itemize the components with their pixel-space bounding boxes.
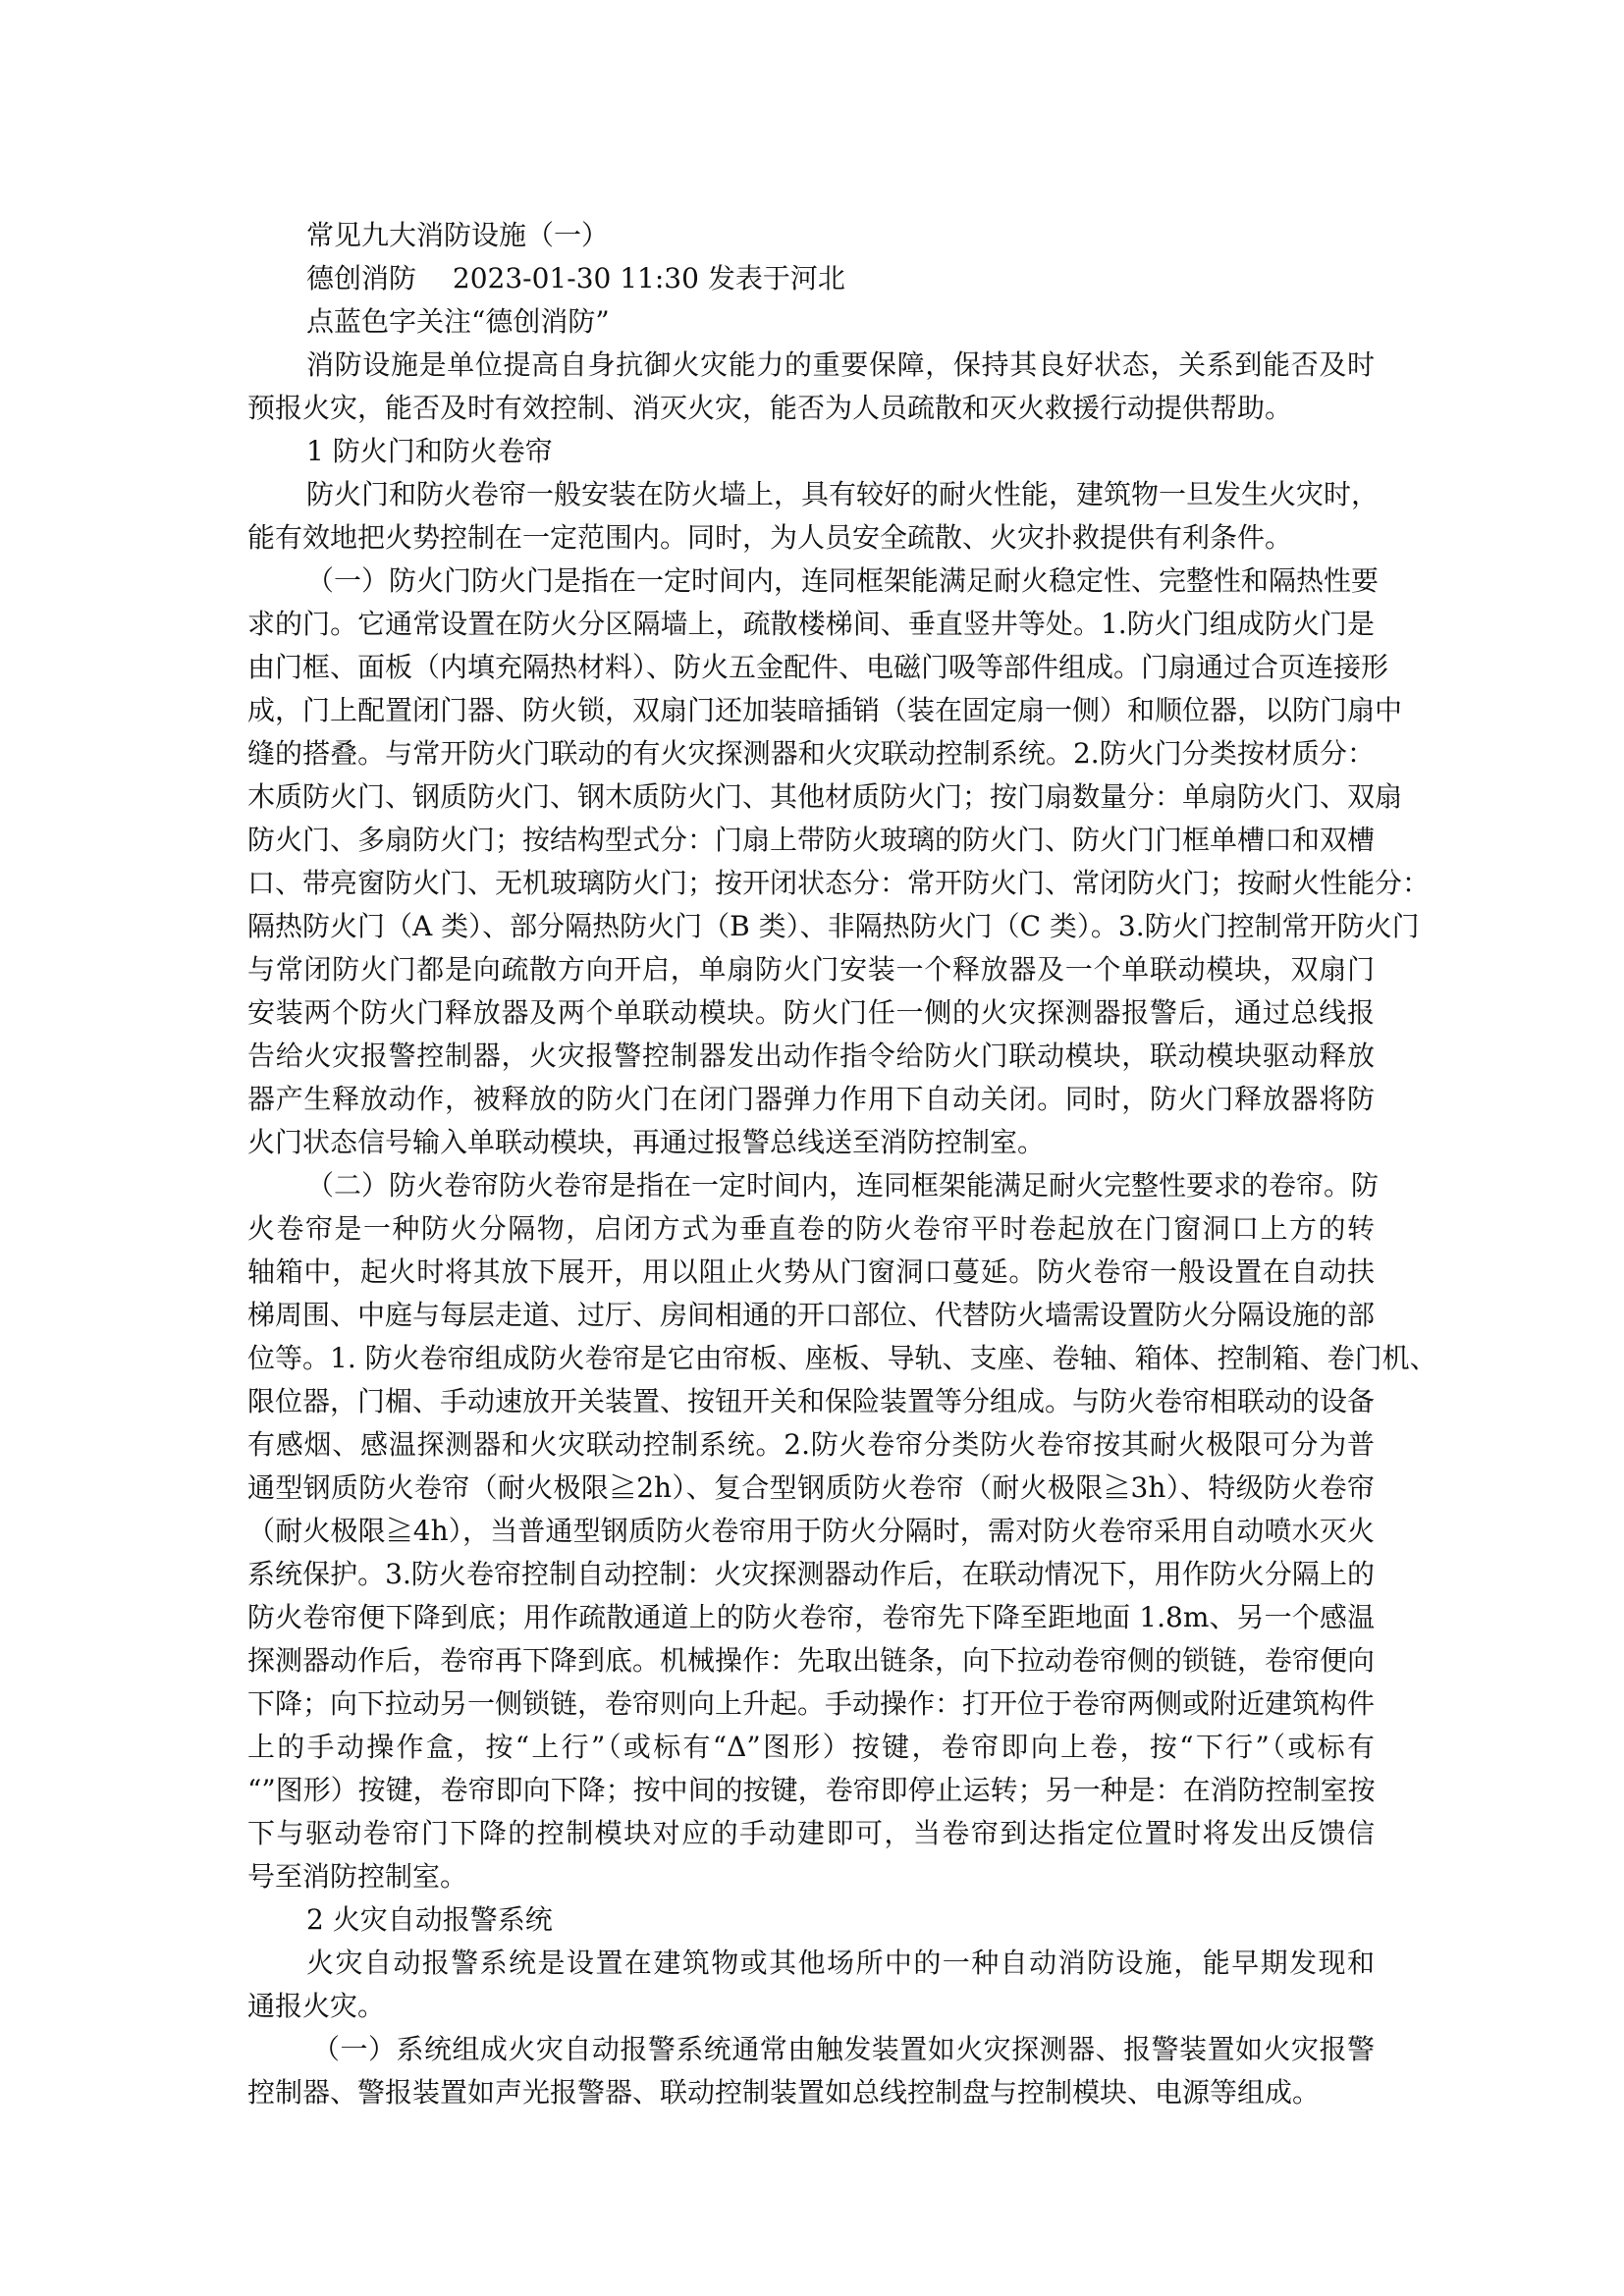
text-line: 防火卷帘便下降到底；用作疏散通道上的防火卷帘，卷帘先下降至距地面 1.8m、另一个感温 [247,1601,1375,1633]
text-line: 系统保护。3.防火卷帘控制自动控制：火灾探测器动作后，在联动情况下，用作防火分隔上的 [247,1558,1375,1590]
text-line: 火门状态信号输入单联动模块，再通过报警总线送至消防控制室。 [247,1126,1046,1158]
paragraph [247,560,1431,1164]
text-line: 常见九大消防设施（一） [306,219,610,251]
text-line: 能有效地把火势控制在一定范围内。同时，为人员安全疏散、火灾扑救提供有利条件。 [247,521,1293,554]
paragraph [247,344,1375,430]
text-line: 缝的搭叠。与常开防火门联动的有火灾探测器和火灾联动控制系统。2.防火门分类按材质分： [247,737,1375,770]
paragraph [247,1942,1375,2028]
document-body [247,214,1437,2114]
text-line: 木质防火门、钢质防火门、钢木质防火门、其他材质防火门；按门扇数量分：单扇防火门、双扇 [247,780,1403,813]
text-line: 控制器、警报装置如声光报警器、联动控制装置如总线控制盘与控制模块、电源等组成。 [247,2076,1321,2109]
section-heading [247,430,1375,473]
article-meta [247,257,1375,300]
text-line: 与常闭防火门都是向疏散方向开启，单扇防火门安装一个释放器及一个单联动模块，双扇门 [247,953,1375,986]
text-line: 下与驱动卷帘门下降的控制模块对应的手动建即可，当卷帘到达指定位置时将发出反馈信 [247,1817,1375,1849]
text-line: 通报火灾。 [247,1990,386,2022]
text-line: 号至消防控制室。 [247,1860,468,1893]
text-line: 由门框、面板（内填充隔热材料）、防火五金配件、电磁门吸等部件组成。门扇通过合页连接形 [247,651,1389,683]
text-line: 器产生释放动作，被释放的防火门在闭门器弹力作用下自动关闭。同时，防火门释放器将防 [247,1083,1375,1115]
text-line: 1 防火门和防火卷帘 [306,435,553,467]
text-line: 火灾自动报警系统是设置在建筑物或其他场所中的一种自动消防设施，能早期发现和 [306,1947,1375,1979]
text-line: 安装两个防火门释放器及两个单联动模块。防火门任一侧的火灾探测器报警后，通过总线报 [247,996,1375,1029]
text-line: 火卷帘是一种防火分隔物，启闭方式为垂直卷的防火卷帘平时卷起放在门窗洞口上方的转 [247,1212,1375,1245]
paragraph [247,2028,1375,2114]
text-line: 有感烟、感温探测器和火灾联动控制系统。2.防火卷帘分类防火卷帘按其耐火极限可分为普 [247,1428,1375,1461]
text-line: 点蓝色字关注“德创消防” [306,305,610,338]
text-line: 轴箱中，起火时将其放下展开，用以阻止火势从门窗洞口蔓延。防火卷帘一般设置在自动扶 [247,1255,1375,1288]
section-heading [247,1898,1375,1942]
text-line: 位等。1. 防火卷帘组成防火卷帘是它由帘板、座板、导轨、支座、卷轴、箱体、控制箱、卷门机、 [247,1342,1437,1374]
paragraph [247,1164,1437,1898]
text-line: 隔热防火门（A 类）、部分隔热防火门（B 类）、非隔热防火门（C 类）。3.防火门控制常开防火门 [247,910,1420,942]
text-line: （二）防火卷帘防火卷帘是指在一定时间内，连同框架能满足耐火完整性要求的卷帘。防 [306,1169,1380,1201]
text-line: 防火门、多扇防火门；按结构型式分：门扇上带防火玻璃的防火门、防火门门框单槽口和双槽 [247,824,1376,856]
text-line: 上的手动操作盒，按“上行”（或标有“Δ”图形）按键，卷帘即向上卷，按“下行”（或标有 [247,1731,1375,1763]
text-line: 限位器，门楣、手动速放开关装置、按钮开关和保险装置等分组成。与防火卷帘相联动的设备 [247,1385,1376,1417]
text-line: 成，门上配置闭门器、防火锁，双扇门还加装暗插销（装在固定扇一侧）和顺位器，以防门扇中 [247,694,1403,726]
text-line: 口、带亮窗防火门、无机玻璃防火门；按开闭状态分：常开防火门、常闭防火门；按耐火性能分： [247,867,1431,899]
text-line: 求的门。它通常设置在防火分区隔墙上，疏散楼梯间、垂直竖井等处。1.防火门组成防火门是 [247,608,1375,640]
text-line: 通型钢质防火卷帘（耐火极限≧2h）、复合型钢质防火卷帘（耐火极限≧3h）、特级防火卷帘 [247,1471,1375,1504]
text-line: “”图形）按键，卷帘即向下降；按中间的按键，卷帘即停止运转；另一种是：在消防控制室按 [247,1774,1376,1806]
text-line: 消防设施是单位提高自身抗御火灾能力的重要保障，保持其良好状态，关系到能否及时 [306,348,1375,381]
text-line: 防火门和防火卷帘一般安装在防火墙上，具有较好的耐火性能，建筑物一旦发生火灾时， [306,478,1380,510]
article-title [247,214,1375,257]
text-line: 告给火灾报警控制器，火灾报警控制器发出动作指令给防火门联动模块，联动模块驱动释放 [247,1040,1375,1072]
text-line: 2 火灾自动报警系统 [306,1903,553,1936]
text-line: （一）系统组成火灾自动报警系统通常由触发装置如火灾探测器、报警装置如火灾报警 [312,2033,1375,2065]
text-line: （一）防火门防火门是指在一定时间内，连同框架能满足耐火稳定性、完整性和隔热性要 [306,564,1380,597]
text-line: 探测器动作后，卷帘再下降到底。机械操作：先取出链条，向下拉动卷帘侧的锁链，卷帘便向 [247,1644,1376,1677]
text-line: 下降；向下拉动另一侧锁链，卷帘则向上升起。手动操作：打开位于卷帘两侧或附近建筑构件 [247,1687,1376,1720]
text-line: 德创消防 2023-01-30 11:30 发表于河北 [306,262,845,294]
text-line: （耐火极限≧4h），当普通型钢质防火卷帘用于防火分隔时，需对防火卷帘采用自动喷水灭火 [247,1515,1375,1547]
paragraph [247,473,1380,560]
text-line: 预报火灾，能否及时有效控制、消灭火灾，能否为人员疏散和灭火救援行动提供帮助。 [247,392,1293,424]
follow-prompt [247,300,1375,344]
text-line: 梯周围、中庭与每层走道、过厅、房间相通的开口部位、代替防火墙需设置防火分隔设施的部 [247,1299,1376,1331]
